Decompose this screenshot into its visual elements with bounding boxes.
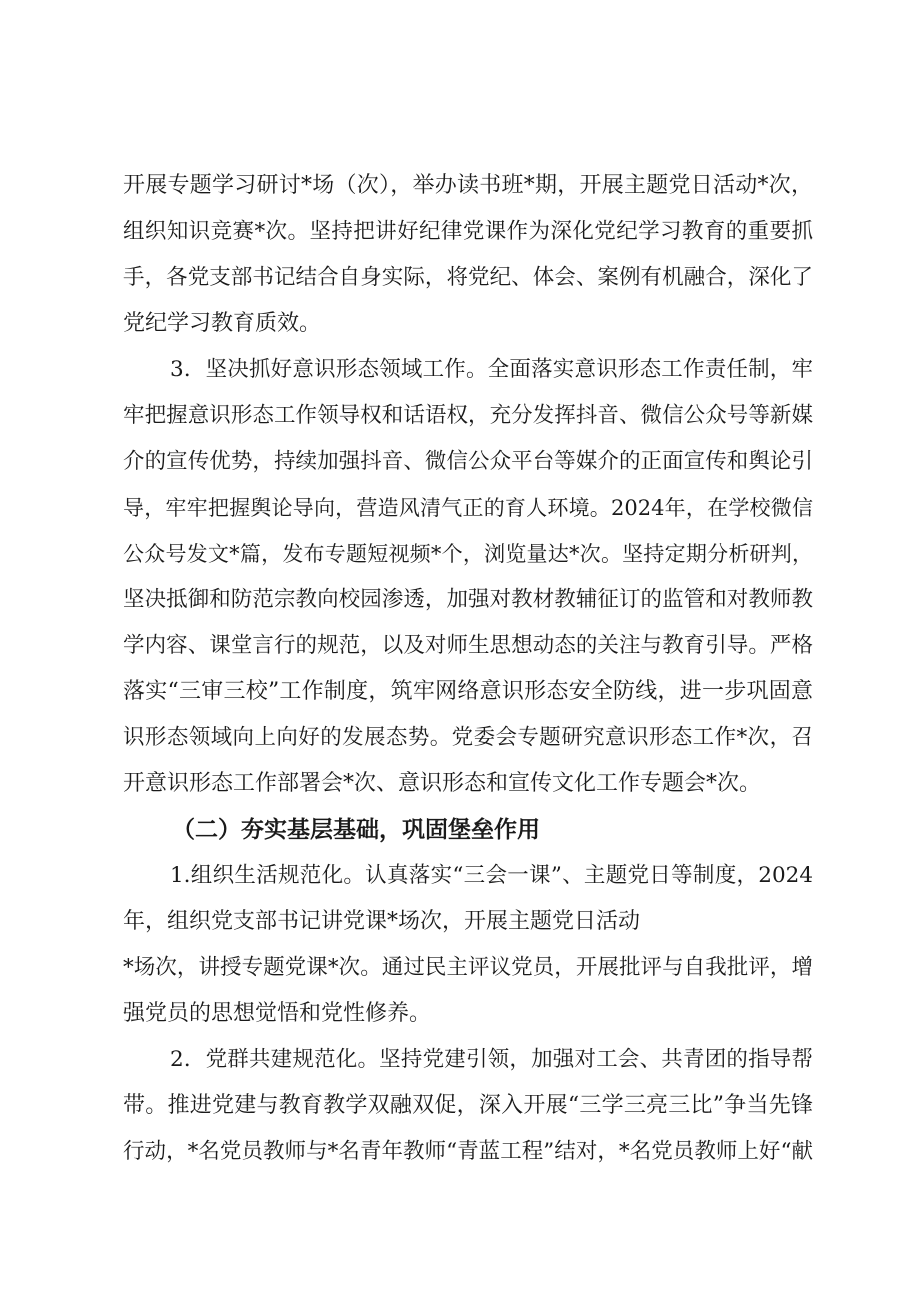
paragraph-line: 导，牢牢把握舆论导向，营造风清气正的育人环境。2024年，在学校微信 [123,496,813,520]
paragraph-line: 开意识形态工作部署会*次、意识形态和宣传文化工作专题会*次。 [123,771,762,796]
paragraph-line: 带。推进党建与教育教学双融双促，深入开展“三学三亮三比”争当先锋 [123,1093,813,1118]
paragraph-line: 组织知识竞赛*次。坚持把讲好纪律党课作为深化党纪学习教育的重要抓 [123,219,813,244]
paragraph-line: 年，组织党支部书记讲党课*场次，开展主题党日活动 [123,909,641,934]
paragraph-line: *场次，讲授专题党课*次。通过民主评议党员，开展批评与自我批评，增 [123,955,813,980]
paragraph-line: 牢把握意识形态工作领导权和话语权，充分发挥抖音、微信公众号等新媒 [123,403,813,428]
paragraph-line: 3．坚决抓好意识形态领域工作。全面落实意识形态工作责任制，牢 [170,357,813,382]
paragraph-line: 2．党群共建规范化。坚持党建引领，加强对工会、共青团的指导帮 [170,1047,813,1072]
paragraph-line: 手，各党支部书记结合自身实际，将党纪、体会、案例有机融合，深化了 [123,265,813,290]
paragraph-line: 学内容、课堂言行的规范，以及对师生思想动态的关注与教育引导。严格 [123,633,813,658]
paragraph-line: 1.组织生活规范化。认真落实“三会一课”、主题党日等制度，2024 [170,863,813,888]
paragraph-line: 坚决抵御和防范宗教向校园渗透，加强对教材教辅征订的监管和对教师教 [123,587,813,612]
paragraph-line: 落实“三审三校”工作制度，筑牢网络意识形态安全防线，进一步巩固意 [123,679,813,704]
paragraph-line: 识形态领域向上向好的发展态势。党委会专题研究意识形态工作*次，召 [123,725,813,750]
paragraph-line: 行动，*名党员教师与*名青年教师“青蓝工程”结对，*名党员教师上好“献 [123,1139,813,1164]
paragraph-line: 强党员的思想觉悟和党性修养。 [123,1001,432,1026]
paragraph-line: 党纪学习教育质效。 [123,311,322,336]
paragraph-line: 开展专题学习研讨*场（次），举办读书班*期，开展主题党日活动*次， [123,173,813,198]
paragraph-line: 公众号发文*篇，发布专题短视频*个，浏览量达*次。坚持定期分析研判， [123,542,813,566]
paragraph-line: 介的宣传优势，持续加强抖音、微信公众平台等媒介的正面宣传和舆论引 [123,449,813,474]
section-heading: （二）夯实基层基础，巩固堡垒作用 [172,816,540,843]
